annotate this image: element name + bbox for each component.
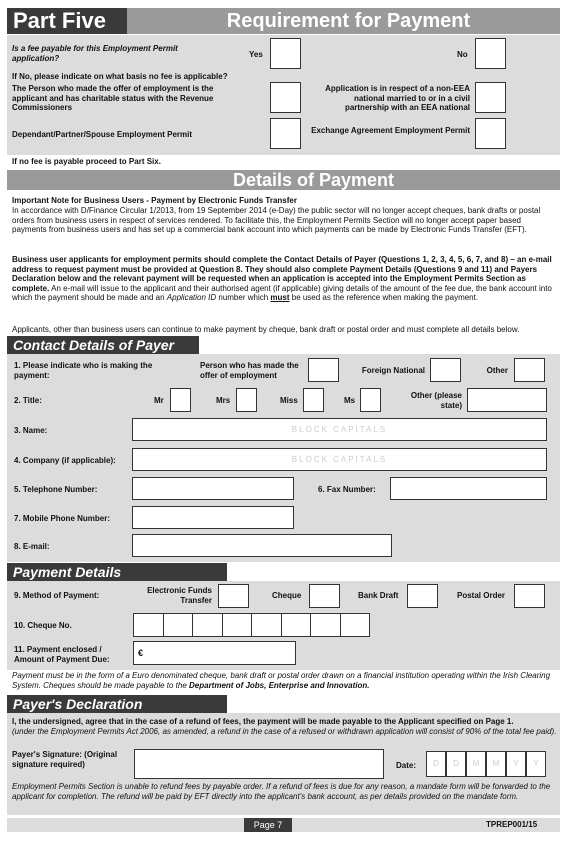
fee-question: Is a fee payable for this Employment Permit application? <box>12 44 178 63</box>
dependant-label: Dependant/Partner/Spouse Employment Permit <box>12 130 193 139</box>
q1-other-label: Other <box>486 366 508 375</box>
telephone-input[interactable] <box>132 477 294 500</box>
form-code: TPREP001/15 <box>486 820 538 829</box>
date-cell-d1[interactable]: D <box>426 751 446 777</box>
date-label: Date: <box>396 761 417 770</box>
details-title: Details of Payment <box>232 170 395 190</box>
basis-question: If No, please indicate on what basis no fee is applicable? <box>12 72 228 81</box>
other-title-label: Other (please state) <box>410 391 462 410</box>
fax-input[interactable] <box>390 477 547 500</box>
q9-label: 9. Method of Payment: <box>14 591 100 600</box>
section-title: Requirement for Payment <box>226 10 471 32</box>
signature-input[interactable] <box>134 749 384 779</box>
draft-label: Bank Draft <box>358 591 399 600</box>
company-input[interactable]: BLOCK CAPITALS <box>132 448 547 471</box>
mrs-label: Mrs <box>216 396 231 405</box>
declaration-line1: I, the undersigned, agree that in the case of a refund of fees, the payment will be made payable to the Applicant specified on Page 1. <box>12 717 514 726</box>
yes-label: Yes <box>249 50 263 59</box>
other-users-text: Applicants, other than business users can continue to make payment by cheque, bank draft or postal order and must complete all details below. <box>12 325 520 334</box>
q1-offer-label: Person who has made the offer of employment <box>200 361 299 380</box>
payee-name: Department of Jobs, Enterprise and Innovation. <box>189 680 370 690</box>
exchange-checkbox[interactable] <box>475 118 506 149</box>
payment-title: Payment Details <box>7 563 227 581</box>
ms-label: Ms <box>344 396 356 405</box>
eft-note-title: Important Note for Business Users - Payment by Electronic Funds Transfer <box>12 196 297 205</box>
q6-label: 6. Fax Number: <box>318 485 376 494</box>
charitable-checkbox[interactable] <box>270 82 301 113</box>
miss-label: Miss <box>280 396 298 405</box>
no-checkbox[interactable] <box>475 38 506 69</box>
dependant-checkbox[interactable] <box>270 118 301 149</box>
q2-label: 2. Title: <box>14 396 42 405</box>
refund-footnote: Employment Permits Section is unable to refund fees by payable order. If a refund of fees is due for any reason, a mandate form will be forwarded to the applicant for completion. The refund will be paid by EFT directly into the applicant's bank account, as per details provided on the mandate form. <box>12 782 551 801</box>
proceed-note: If no fee is payable proceed to Part Six. <box>12 157 161 166</box>
amount-input[interactable]: € <box>133 641 296 665</box>
q1-foreign-label: Foreign National <box>361 366 425 375</box>
charitable-label: The Person who made the offer of employment is the applicant and has charitable status with the Revenue Commissioners <box>12 84 214 112</box>
cheque-number-input[interactable] <box>133 613 370 637</box>
mr-checkbox[interactable] <box>170 388 191 412</box>
q5-label: 5. Telephone Number: <box>14 485 98 494</box>
part-five-header <box>7 8 560 34</box>
postal-checkbox[interactable] <box>514 584 545 608</box>
q10-label: 10. Cheque No. <box>14 621 72 630</box>
q1-offer-checkbox[interactable] <box>308 358 339 382</box>
q3-label: 3. Name: <box>14 426 48 435</box>
q1-foreign-checkbox[interactable] <box>430 358 461 382</box>
signature-label: Payer's Signature: (Original signature required) <box>12 750 118 769</box>
no-label: No <box>457 50 468 59</box>
other-title-input[interactable] <box>467 388 547 412</box>
eft-label: Electronic Funds Transfer <box>147 586 212 605</box>
q4-label: 4. Company (if applicable): <box>14 456 116 465</box>
email-input[interactable] <box>132 534 392 557</box>
payment-note: Payment must be in the form of a Euro denominated cheque, bank draft or postal order drawn on a financial institution operating within the Irish Clearing System. Cheques should be made payable to the Department of Jobs, Enterprise and Innovation. <box>12 671 551 690</box>
cheque-checkbox[interactable] <box>309 584 340 608</box>
eft-note-body: In accordance with D/Finance Circular 1/2013, from 19 September 2014 (e-Day) the public sector will no longer accept cheques, bank drafts or postal orders from business users in respect of services rendered. To facilitate this, the Employment Permits Section will no longer accept paper based payments from business users and has set up a commercial bank account into which payments can be made by Electronic Funds Transfer (EFT). <box>12 206 541 234</box>
eft-checkbox[interactable] <box>218 584 249 608</box>
ms-checkbox[interactable] <box>360 388 381 412</box>
q11-label: 11. Payment enclosed / Amount of Payment Due: <box>14 645 110 664</box>
declaration-line2: (under the Employment Permits Act 2006, as amended, a refund in the case of a refused or withdrawn application will consist of 90% of the total fee paid). <box>12 727 557 736</box>
declaration-title: Payer's Declaration <box>7 695 227 713</box>
q7-label: 7. Mobile Phone Number: <box>14 514 111 523</box>
postal-label: Postal Order <box>457 591 506 600</box>
bu-bold: Business user applicants for employment permits should complete the Contact Details of Payer (Questions 1, 2, 3, 4, 5, 6, 7, and 8) – an e-mail address to request payment must be provided at Question 8. They should also complete Payment Details (Questions 9 and 11) and Payers Declaration below and the relevant payment will be requested when an application is accepted into the Employment Permits Section as complete. <box>12 255 552 293</box>
q8-label: 8. E-mail: <box>14 542 50 551</box>
details-bar <box>7 170 560 190</box>
page-number: Page 7 <box>244 818 292 832</box>
name-input[interactable]: BLOCK CAPITALS <box>132 418 547 441</box>
date-cell-m1[interactable]: M <box>466 751 486 777</box>
cheque-label: Cheque <box>272 591 302 600</box>
date-cell-y1[interactable]: Y <box>506 751 526 777</box>
mrs-checkbox[interactable] <box>236 388 257 412</box>
q1-other-checkbox[interactable] <box>514 358 545 382</box>
business-user-text: Business user applicants for employment permits should complete the Contact Details of Payer (Questions 1, 2, 3, 4, 5, 6, 7, and 8) – an e-mail address to request payment must be provided at Question 8. They should also complete Payment Details (Questions 9 and 11) and Payers Declaration below and the relevant payment will be requested when an application is accepted into the Employment Permits Section as complete. An e-mail will issue to the applicant and their authorised agent (if applicable) giving details of the amount of the fee due, the bank account into which the payment should be made and an Application ID number which must be used as the reference when making the payment. <box>12 255 552 302</box>
draft-checkbox[interactable] <box>407 584 438 608</box>
exchange-label: Exchange Agreement Employment Permit <box>311 126 470 135</box>
mr-label: Mr <box>154 396 164 405</box>
part-label: Part Five <box>7 8 127 34</box>
contact-title: Contact Details of Payer <box>7 336 199 354</box>
mobile-input[interactable] <box>132 506 294 529</box>
eea-spouse-label: Application is in respect of a non-EEA national married to or in a civil partnership with an EEA national <box>325 84 470 112</box>
date-cell-d2[interactable]: D <box>446 751 466 777</box>
eea-spouse-checkbox[interactable] <box>475 82 506 113</box>
yes-checkbox[interactable] <box>270 38 301 69</box>
q1-label: 1. Please indicate who is making the payment: <box>14 361 153 380</box>
miss-checkbox[interactable] <box>303 388 324 412</box>
date-cell-m2[interactable]: M <box>486 751 506 777</box>
date-cell-y2[interactable]: Y <box>526 751 546 777</box>
